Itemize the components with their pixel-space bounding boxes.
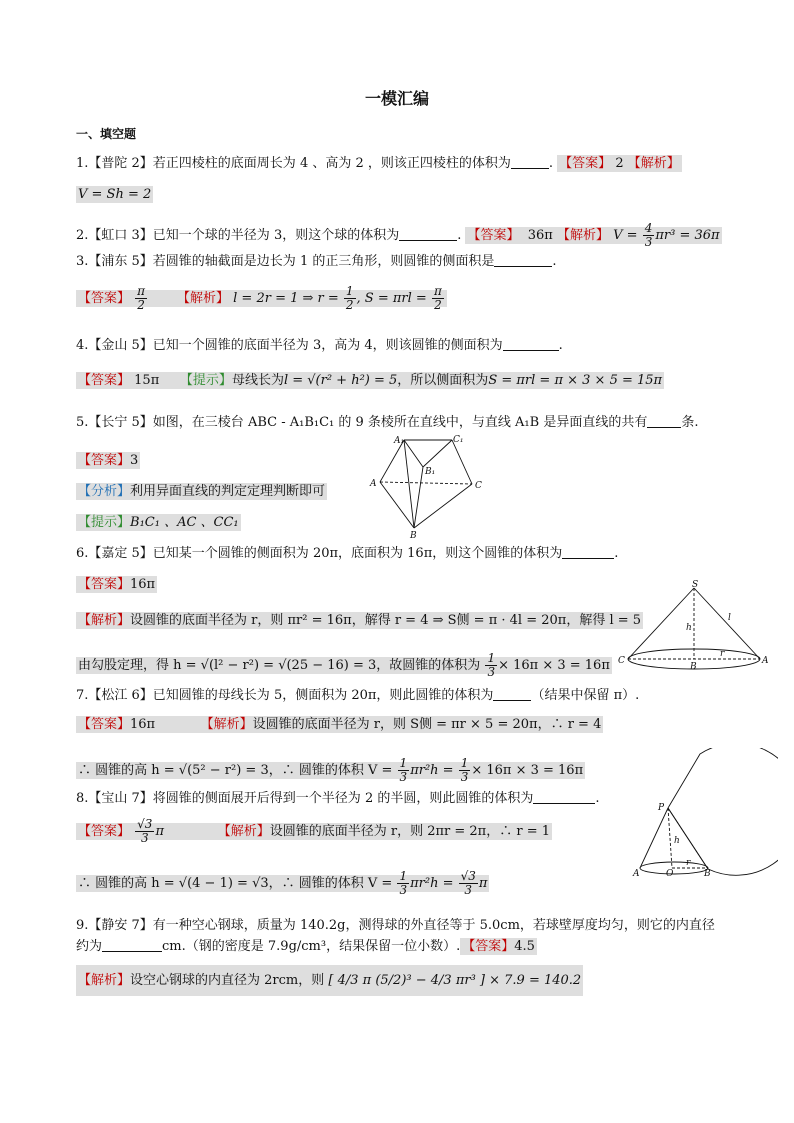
edge-b1c1 (423, 440, 452, 467)
q3-frac-2 (432, 285, 444, 312)
q5-blank (647, 414, 681, 428)
q9-analysis-line (76, 972, 583, 990)
cone-slant-left (640, 808, 668, 868)
q8-line: 8.【宝山 7】将圆锥的侧面展开后得到一个半径为 2 的半圆，则此圆锥的体积为 . (76, 791, 600, 806)
q2-fraction (643, 222, 655, 249)
q7-answer-value: 16π (130, 717, 156, 732)
q5-hint-text: B₁C₁ 、AC 、CC₁ (130, 515, 239, 530)
q3-line: 3.【浦东 5】若圆锥的轴截面是边长为 1 的正三角形，则圆锥的侧面积是 . (76, 254, 557, 269)
label-b1: B₁ (425, 467, 436, 477)
q6-line: 6.【嘉定 5】已知某一个圆锥的侧面积为 20π，底面积为 16π，则这个圆锥的体积为 . (76, 546, 619, 561)
q3-ans-den: 2 (137, 298, 145, 312)
q3-answer-tag: 【答案】 (78, 291, 131, 306)
q7-line2-c: × 16π × 3 = 16π (471, 763, 584, 778)
q7-f2-den: 3 (460, 770, 469, 784)
q1-text: 1.【普陀 2】若正四棱柱的底面周长为 4 、高为 2 ，则该正四棱柱的体积为 (76, 156, 511, 171)
q6-line2-a: 由勾股定理，得 h = √(l² − r²) = √(25 − 16) = 3，故圆锥的体积为 (78, 658, 481, 673)
q7-answer-line (76, 716, 603, 734)
label-c: C (618, 656, 625, 666)
q7-frac-1 (398, 757, 410, 784)
q8-answer-box (76, 817, 552, 845)
label-h: h (674, 836, 680, 846)
q1-answer-box (557, 155, 682, 172)
q4-hint-tag: 【提示】 (179, 373, 232, 388)
q9-analysis-text: 设空心钢球的内直径为 2rcm，则 (130, 973, 325, 988)
q8-analysis-box2 (76, 869, 489, 897)
q7-frac-2 (459, 757, 471, 784)
q7-answer-box (76, 716, 603, 733)
q8-f2-num: √3 (460, 869, 476, 883)
q9-answer-box (460, 938, 537, 955)
label-r: r (720, 649, 725, 659)
q6-frac (485, 652, 497, 679)
q9-analysis-box (76, 965, 583, 996)
q5-fenxi-line (76, 483, 327, 501)
q8-analysis-text: 设圆锥的底面半径为 r，则 2πr = 2π，∴ r = 1 (269, 824, 550, 839)
q6-frac-den: 3 (487, 665, 496, 679)
q3-answer-box (76, 284, 447, 312)
q4-answer-line (76, 372, 664, 390)
q8-analysis-tag: 【解析】 (217, 824, 270, 839)
edge-ac-hidden (380, 482, 472, 484)
q8-line2-a: ∴ 圆锥的高 h = √(4 − 1) = √3，∴ 圆锥的体积 V = (78, 876, 393, 891)
q5-answer-box (76, 452, 140, 469)
q4-hint-formula2: S = πrl = π × 3 × 5 = 15π (488, 373, 663, 388)
q6-analysis-line2 (76, 652, 612, 679)
label-s: S (692, 580, 699, 590)
q9-text: 9.【静安 7】有一种空心钢球，质量为 140.2g，测得球的外直径等于 5.0cm，若球壁厚度均匀，则它的内直径约为 (76, 918, 715, 954)
edge-cc1 (452, 440, 472, 484)
label-h: h (686, 623, 692, 633)
q3-ans-num: π (137, 284, 146, 298)
q6-analysis-text: 设圆锥的底面半径为 r，则 πr² = 16π，解得 r = 4 ⇒ S侧 = π · 4l = 20π，解得 l = 5 (130, 613, 642, 628)
page-title: 一模汇编 (364, 89, 429, 108)
q6-line2-b: × 16π × 3 = 16π (498, 658, 610, 673)
q6-analysis-line (76, 612, 643, 630)
q1-formula-line (76, 186, 153, 204)
q7-f1-den: 3 (399, 770, 408, 784)
q8-ans-num: √3 (137, 817, 153, 831)
label-l: l (728, 613, 731, 623)
q3-formula-b: , S = πrl = (356, 291, 427, 306)
q5-line (76, 414, 698, 432)
edge-aa1 (380, 440, 404, 482)
q9-line (76, 915, 726, 957)
q7-analysis-text: 设圆锥的底面半径为 r，则 S侧 = πr × 5 = 20π，∴ r = 4 (252, 717, 602, 732)
q2-answer-box (465, 221, 721, 249)
q2-frac-num: 4 (644, 221, 653, 235)
q7-text: 7.【松江 6】已知圆锥的母线长为 5，侧面积为 20π，则此圆锥的体积为 (76, 688, 494, 703)
cone-slant-left (628, 588, 694, 659)
q1-line: 1.【普陀 2】若正四棱柱的底面周长为 4 、高为 2 ，则该正四棱柱的体积为 . 【答案】 2 【解析】 (76, 156, 680, 171)
q5-text-end: 条. (681, 415, 699, 430)
q9-text-end: cm.（钢的密度是 7.9g/cm³，结果保留一位小数）. (162, 939, 461, 954)
q2-answer-tag: 【答案】 (467, 228, 520, 243)
q5-hint-box (76, 514, 241, 531)
label-r: r (686, 858, 691, 868)
q9-formula: [ 4/3 π (5/2)³ − 4/3 πr³ ] × 7.9 = 140.2 (328, 973, 582, 988)
q7-f2-num: 1 (460, 756, 469, 770)
q4-line: 4.【金山 5】已知一个圆锥的底面半径为 3，高为 4，则该圆锥的侧面积为 . (76, 338, 563, 353)
q5-hint-tag: 【提示】 (78, 515, 131, 530)
label-a: A (762, 656, 769, 666)
q3-f2-num: π (433, 284, 442, 298)
label-c1: C₁ (453, 435, 464, 445)
q7-answer-tag: 【答案】 (78, 717, 131, 732)
q8-blank (533, 790, 595, 804)
q8-f2-den: 3 (464, 883, 473, 897)
q4-hint-text: 母线长为 (231, 373, 284, 388)
cone-slant-right (694, 588, 760, 659)
q4-blank (503, 337, 559, 351)
q2-frac-den: 3 (644, 235, 653, 249)
q8-answer-tag: 【答案】 (78, 824, 131, 839)
label-b: B (690, 662, 697, 672)
q8-answer-line (76, 818, 552, 845)
q6-text: 6.【嘉定 5】已知某一个圆锥的侧面积为 20π，底面积为 16π，则这个圆锥的体积为 (76, 546, 563, 561)
q3-answer-line (76, 285, 447, 312)
q3-analysis-tag: 【解析】 (176, 291, 229, 306)
q8-frac-2 (459, 870, 478, 897)
q1-blank (511, 155, 549, 169)
label-a: A (633, 869, 640, 879)
q7-line (76, 687, 639, 705)
label-b: B (704, 869, 711, 879)
q2-text: 2.【虹口 3】已知一个球的半径为 3，则这个球的体积为 (76, 228, 400, 243)
sector-arc (668, 748, 778, 875)
q2-blank (399, 227, 457, 241)
q7-text-end: （结果中保留 π）. (531, 688, 640, 703)
q5-fenxi-box (76, 483, 327, 500)
label-b: B (410, 531, 417, 540)
q3-text: 3.【浦东 5】若圆锥的轴截面是边长为 1 的正三角形，则圆锥的侧面积是 (76, 254, 495, 269)
q8-text: 8.【宝山 7】将圆锥的侧面展开后得到一个半径为 2 的半圆，则此圆锥的体积为 (76, 791, 534, 806)
q8-answer-frac (135, 818, 154, 845)
q2-formula-b: πr³ = 36π (655, 228, 720, 243)
q1-answer-tag: 【答案】 (559, 156, 612, 171)
q6-answer-tag: 【答案】 (78, 577, 131, 592)
q9-analysis-tag: 【解析】 (78, 973, 131, 988)
q8-f1-num: 1 (399, 869, 408, 883)
q8-ans-tail: π (155, 824, 164, 839)
q9-answer-tag: 【答案】 (462, 939, 515, 954)
q4-answer-tag: 【答案】 (78, 373, 131, 388)
line-a1b (404, 440, 414, 528)
label-a1: A₁ (394, 436, 405, 446)
q8-cone-figure (628, 748, 778, 880)
q3-f1-num: 1 (345, 284, 354, 298)
q7-f1-num: 1 (399, 756, 408, 770)
q6-analysis-tag: 【解析】 (78, 613, 131, 628)
label-o: O (666, 869, 674, 879)
q7-analysis-line2 (76, 757, 585, 784)
q6-cone-figure (616, 580, 776, 672)
q3-frac-1 (344, 285, 356, 312)
q6-frac-num: 1 (487, 651, 496, 665)
q2-analysis-tag: 【解析】 (557, 228, 610, 243)
q2-formula-a: V = (613, 228, 638, 243)
q5-answer-line (76, 452, 140, 470)
label-p: P (658, 803, 665, 813)
q6-answer-line (76, 576, 157, 594)
q6-analysis-box (76, 612, 643, 629)
q7-analysis-box2 (76, 756, 585, 784)
q1-analysis-tag: 【解析】 (627, 156, 680, 171)
q5-text: 5.【长宁 5】如图，在三棱台 ABC - A₁B₁C₁ 的 9 条棱所在直线中，与直线 A₁B 是异面直线的共有 (76, 415, 648, 430)
cone-height (668, 808, 672, 868)
q8-ans-den: 3 (140, 831, 149, 845)
edge-bc (414, 484, 472, 528)
q3-blank (494, 253, 552, 267)
q7-line2-b: πr²h = (410, 763, 454, 778)
q2-line: 2.【虹口 3】已知一个球的半径为 3，则这个球的体积为 . 【答案】 36π 【解析】 V = $\frac{4}{3}$ πr³ = 36π (76, 221, 720, 249)
q8-line2-b: πr²h = (410, 876, 454, 891)
q7-blank (493, 687, 531, 701)
q7-analysis-tag: 【解析】 (200, 717, 253, 732)
label-a: A (370, 479, 377, 489)
edge-bb1 (414, 467, 423, 528)
q8-line2-c: π (478, 876, 488, 891)
q4-hint-formula: l = √(r² + h²) = 5 (283, 373, 398, 388)
q4-text: 4.【金山 5】已知一个圆锥的底面半径为 3，高为 4，则该圆锥的侧面积为 (76, 338, 503, 353)
q6-analysis-box2 (76, 651, 612, 679)
q5-answer-tag: 【答案】 (78, 453, 131, 468)
section-heading: 一、填空题 (76, 127, 137, 141)
q8-analysis-line2 (76, 870, 489, 897)
q6-blank (562, 545, 614, 559)
q5-answer-value: 3 (130, 453, 139, 468)
q3-f2-den: 2 (434, 298, 442, 312)
q1-formula: V = Sh = 2 (78, 187, 152, 202)
q2-answer-value: 36π (527, 228, 553, 243)
q8-f1-den: 3 (399, 883, 408, 897)
q3-formula-a: l = 2r = 1 ⇒ r = (233, 291, 339, 306)
q3-answer-frac (135, 285, 147, 312)
q5-fenxi-text: 利用异面直线的判定定理判断即可 (130, 484, 326, 499)
edge-ab (380, 482, 414, 528)
q4-answer-box (76, 372, 664, 389)
q6-answer-value: 16π (130, 577, 156, 592)
q9-answer-value: 4.5 (514, 939, 535, 954)
q3-f1-den: 2 (345, 298, 354, 312)
q5-fenxi-tag: 【分析】 (78, 484, 131, 499)
q1-answer-value: 2 (615, 156, 624, 171)
q5-frustum-figure (368, 434, 488, 540)
q6-answer-box (76, 576, 157, 593)
q7-line2-a: ∴ 圆锥的高 h = √(5² − r²) = 3，∴ 圆锥的体积 V = (78, 763, 393, 778)
q4-hint-text2: ，所以侧面积为 (397, 373, 489, 388)
q8-frac-1 (397, 870, 409, 897)
q5-hint-line (76, 514, 241, 532)
q4-answer-value: 15π (134, 373, 160, 388)
q9-blank (102, 938, 162, 952)
label-c: C (475, 481, 482, 491)
